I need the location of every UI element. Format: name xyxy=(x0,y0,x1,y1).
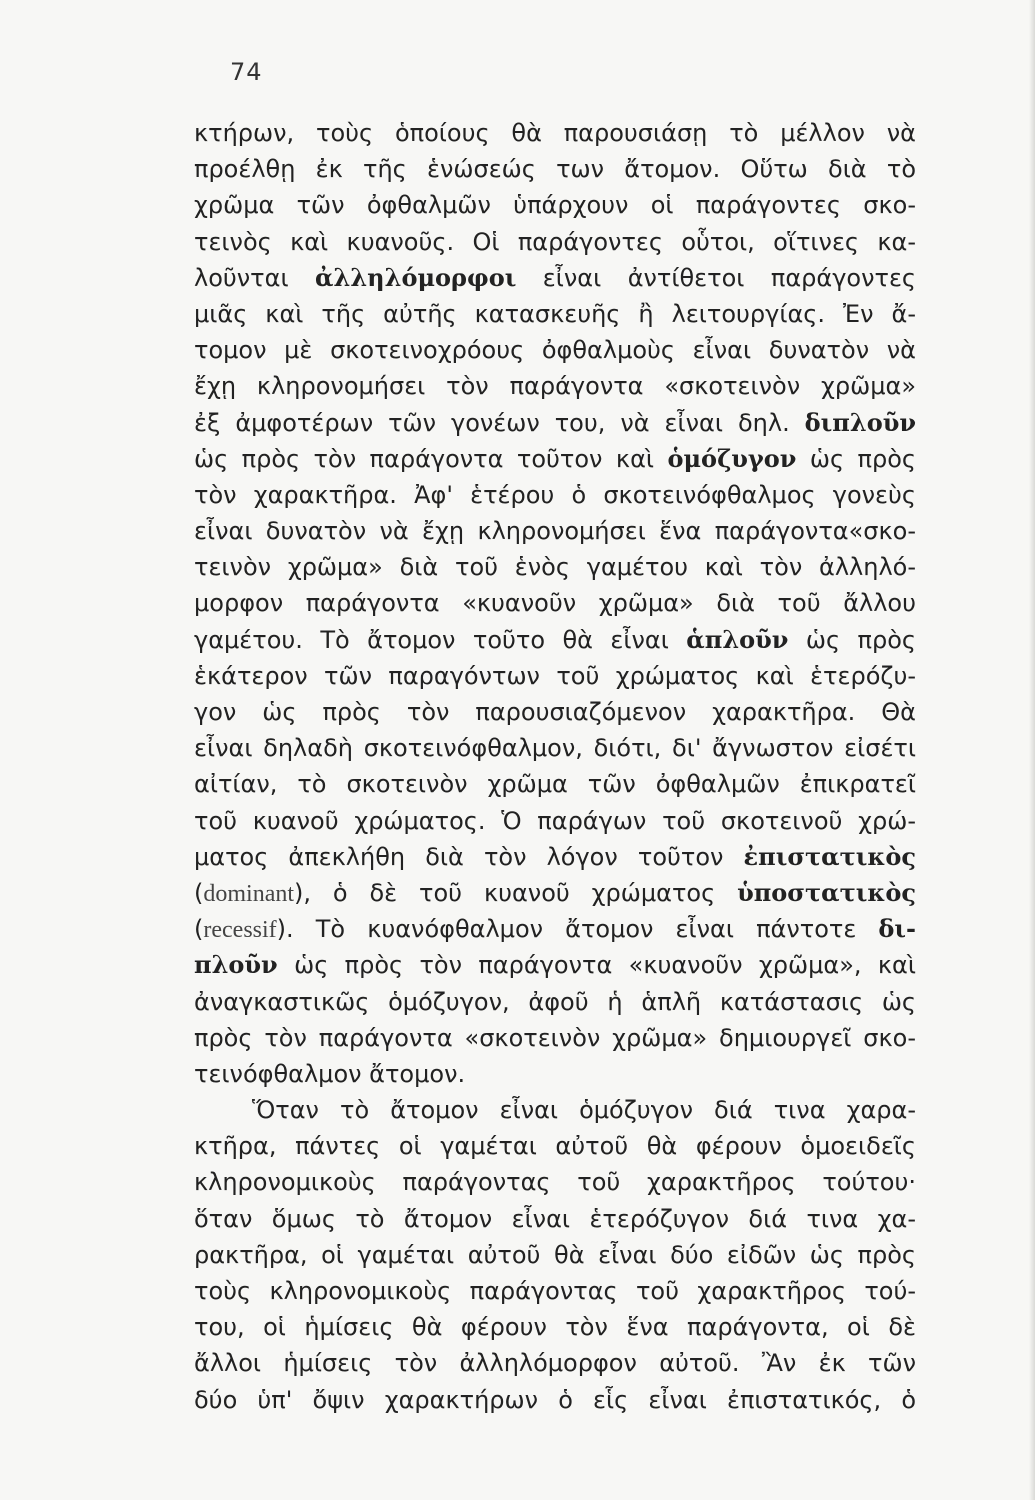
text-line xyxy=(194,1309,916,1345)
text-span: ρακτῆρα, οἱ γαμέται αὐτοῦ θὰ εἶναι δύο εἰδῶν ὡς πρὸς xyxy=(194,1240,916,1269)
text-span: χρῶμα τῶν ὀφθαλμῶν ὑπάρχουν οἱ παράγοντες σκο- xyxy=(194,191,916,220)
text-line xyxy=(194,1201,916,1237)
text-span: μιᾶς καὶ τῆς αὐτῆς κατασκευῆς ἢ λειτουργίας. Ἐν ἄ- xyxy=(194,299,916,328)
text-line xyxy=(194,1273,916,1309)
text-line xyxy=(194,513,916,549)
text-span: τὸν χαρακτῆρα. Ἀφ' ἑτέρου ὁ σκοτεινόφθαλμος γονεὺς xyxy=(194,480,916,509)
text-span: ). Τὸ κυανόφθαλμον ἄτομον εἶναι πάντοτε xyxy=(276,915,879,944)
text-line xyxy=(194,477,916,513)
text-line xyxy=(194,368,916,404)
text-span: ἄλλοι ἡμίσεις τὸν ἀλληλόμορφον αὐτοῦ. Ἂν ἐκ τῶν xyxy=(194,1349,916,1378)
text-span: ὅταν ὅμως τὸ ἄτομον εἶναι ἑτερόζυγον διά τινα χα- xyxy=(194,1204,916,1233)
text-line xyxy=(194,875,916,911)
text-span: αἰτίαν, τὸ σκοτεινὸν χρῶμα τῶν ὀφθαλμῶν ἐπικρατεῖ xyxy=(194,770,916,799)
text-line xyxy=(194,187,916,223)
text-line xyxy=(194,1020,916,1056)
bold-term-diploun-end: πλοῦν xyxy=(194,950,278,980)
text-span: τοὺς κληρονομικοὺς παράγοντας τοῦ χαρακτῆρος τού- xyxy=(194,1277,916,1305)
text-line xyxy=(194,151,916,187)
body-text xyxy=(194,115,916,1418)
text-line xyxy=(194,694,916,730)
bold-term-ypostatikos: ὑποστατικὸς xyxy=(737,877,916,907)
text-line xyxy=(194,585,916,621)
text-span: πρὸς τὸν παράγοντα «σκοτεινὸν χρῶμα» δημιουργεῖ σκο- xyxy=(194,1023,916,1052)
text-line xyxy=(194,1128,916,1164)
text-line xyxy=(194,405,916,441)
text-span: κληρονομικοὺς παράγοντας τοῦ χαρακτῆρος τούτου· xyxy=(194,1168,916,1197)
text-span: ὡς πρὸς τὸν παράγοντα «κυανοῦν χρῶμα», καὶ xyxy=(277,951,916,980)
text-line xyxy=(194,658,916,694)
text-line xyxy=(194,1092,916,1128)
text-span: ματος ἀπεκλήθη διὰ τὸν λόγον τοῦτον xyxy=(194,842,744,871)
text-span: ἀναγκαστικῶς ὁμόζυγον, ἀφοῦ ἡ ἁπλῆ κατάστασις ὡς xyxy=(194,987,916,1016)
bold-term-diploun: διπλοῦν xyxy=(804,407,916,437)
text-span: ), ὁ δὲ τοῦ κυανοῦ χρώματος xyxy=(294,878,738,907)
text-line xyxy=(194,224,916,260)
text-span: ὡς πρὸς τὸν παράγοντα τοῦτον καὶ xyxy=(194,444,668,473)
text-line xyxy=(194,1382,916,1418)
text-span: μορφον παράγοντα «κυανοῦν χρῶμα» διὰ τοῦ ἄλλου xyxy=(194,589,916,618)
latin-term-recessif: recessif xyxy=(203,917,277,944)
text-span: ὡς πρὸς xyxy=(788,625,916,654)
text-line xyxy=(194,1164,916,1200)
text-span: ( xyxy=(194,915,204,944)
text-line xyxy=(194,1345,916,1381)
text-span: ἔχῃ κληρονομήσει τὸν παράγοντα «σκοτεινὸν χρῶμα» xyxy=(194,372,916,401)
bold-term-aploun: ἁπλοῦν xyxy=(686,624,789,654)
text-line xyxy=(194,911,916,947)
text-line xyxy=(194,839,916,875)
text-line xyxy=(194,115,916,151)
text-span: τεινὸν χρῶμα» διὰ τοῦ ἑνὸς γαμέτου καὶ τὸν ἀλληλό- xyxy=(194,553,916,582)
text-span: λοῦνται xyxy=(194,263,316,292)
bold-term-allilomorfoi: ἀλληλόμορφοι xyxy=(315,262,517,292)
page-number: 74 xyxy=(230,58,263,86)
latin-term-dominant: dominant xyxy=(203,880,295,907)
text-line xyxy=(194,947,916,983)
text-span: ἐξ ἀμφοτέρων τῶν γονέων του, νὰ εἶναι δηλ. xyxy=(194,408,805,437)
text-line xyxy=(194,1237,916,1273)
text-span: τεινὸς καὶ κυανοῦς. Οἱ παράγοντες οὗτοι, οἵτινες κα- xyxy=(194,227,916,256)
text-line xyxy=(194,1056,916,1092)
text-span: τομον μὲ σκοτεινοχρόους ὀφθαλμοὺς εἶναι δυνατὸν νὰ xyxy=(194,336,916,365)
text-span: εἶναι δυνατὸν νὰ ἔχῃ κληρονομήσει ἕνα παράγοντα«σκο- xyxy=(194,517,916,546)
bold-term-epistatikos: ἐπιστατικὸς xyxy=(743,841,916,871)
text-span: γαμέτου. Τὸ ἄτομον τοῦτο θὰ εἶναι xyxy=(194,625,687,654)
text-span: τεινόφθαλμον ἄτομον. xyxy=(194,1059,466,1088)
text-span: ἑκάτερον τῶν παραγόντων τοῦ χρώματος καὶ ἑτερόζυ- xyxy=(194,661,916,690)
text-span: προέλθῃ ἐκ τῆς ἑνώσεώς των ἄτομον. Οὕτω διὰ τὸ xyxy=(194,155,916,184)
text-span: του, οἱ ἡμίσεις θὰ φέρουν τὸν ἕνα παράγοντα, οἱ δὲ xyxy=(194,1313,916,1342)
page-edge-shadow xyxy=(1029,0,1035,1500)
text-line xyxy=(194,260,916,296)
text-span: γον ὡς πρὸς τὸν παρουσιαζόμενον χαρακτῆρα. Θὰ xyxy=(194,698,916,726)
text-line xyxy=(194,332,916,368)
text-span: δύο ὑπ' ὄψιν χαρακτήρων ὁ εἷς εἶναι ἐπιστατικός, ὁ xyxy=(194,1385,916,1414)
text-span: Ὅταν τὸ ἄτομον εἶναι ὁμόζυγον διά τινα χαρα- xyxy=(252,1096,916,1125)
text-line xyxy=(194,296,916,332)
text-span: κτῆρα, πάντες οἱ γαμέται αὐτοῦ θὰ φέρουν ὁμοειδεῖς xyxy=(194,1132,916,1161)
text-span: εἶναι δηλαδὴ σκοτεινόφθαλμον, διότι, δι' ἄγνωστον εἰσέτι xyxy=(194,734,916,763)
text-line xyxy=(194,984,916,1020)
text-line xyxy=(194,622,916,658)
text-line xyxy=(194,441,916,477)
text-span: εἶναι ἀντίθετοι παράγοντες xyxy=(516,263,916,292)
text-line xyxy=(194,549,916,585)
text-line xyxy=(194,730,916,766)
text-line xyxy=(194,766,916,802)
bold-term-diploun-start: δι- xyxy=(878,914,916,944)
bold-term-omozygon: ὁμόζυγον xyxy=(667,443,797,473)
text-span: κτήρων, τοὺς ὁποίους θὰ παρουσιάσῃ τὸ μέλλον νὰ xyxy=(194,119,916,147)
text-span: τοῦ κυανοῦ χρώματος. Ὁ παράγων τοῦ σκοτεινοῦ χρώ- xyxy=(194,806,916,835)
text-span: ( xyxy=(194,878,204,907)
text-span: ὡς πρὸς xyxy=(796,444,916,473)
text-line xyxy=(194,803,916,839)
